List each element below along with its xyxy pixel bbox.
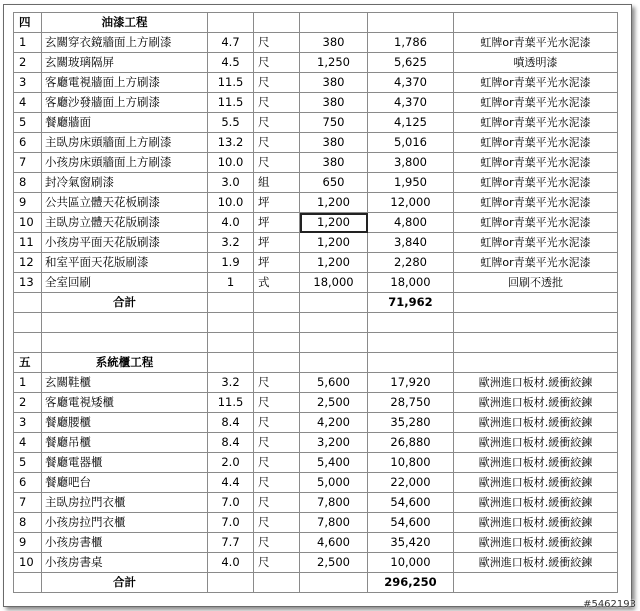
section-number[interactable]: 四 <box>14 13 42 33</box>
quantity-cell[interactable]: 7.7 <box>208 533 254 553</box>
amount-cell[interactable]: 10,800 <box>368 453 454 473</box>
table-row <box>14 153 618 173</box>
item-number-cell[interactable]: 10 <box>14 213 42 233</box>
note-cell[interactable]: 歐洲進口板材.緩衝絞鍊 <box>454 533 618 553</box>
item-number-cell[interactable]: 11 <box>14 233 42 253</box>
quantity-cell[interactable]: 11.5 <box>208 93 254 113</box>
table-row <box>14 493 618 513</box>
cell[interactable] <box>454 333 618 353</box>
amount-cell[interactable]: 3,800 <box>368 153 454 173</box>
item-name-cell[interactable]: 玄關鞋櫃 <box>42 373 208 393</box>
table-body <box>14 13 618 593</box>
note-cell[interactable]: 歐洲進口板材.緩衝絞鍊 <box>454 553 618 573</box>
item-number-cell[interactable]: 5 <box>14 113 42 133</box>
cell[interactable] <box>254 293 300 313</box>
amount-cell[interactable]: 1,950 <box>368 173 454 193</box>
table-row <box>14 373 618 393</box>
unit-price-cell[interactable]: 380 <box>300 133 368 153</box>
total-amount[interactable]: 71,962 <box>368 293 454 313</box>
unit-cell[interactable]: 尺 <box>254 73 300 93</box>
total-row <box>14 573 618 593</box>
quantity-cell[interactable]: 10.0 <box>208 153 254 173</box>
amount-cell[interactable]: 54,600 <box>368 513 454 533</box>
quantity-cell[interactable]: 1 <box>208 273 254 293</box>
cell[interactable] <box>208 313 254 333</box>
amount-cell[interactable]: 4,370 <box>368 73 454 93</box>
unit-price-cell[interactable]: 650 <box>300 173 368 193</box>
unit-price-cell[interactable]: 3,200 <box>300 433 368 453</box>
quantity-cell[interactable]: 11.5 <box>208 393 254 413</box>
blank-row <box>14 313 618 333</box>
quantity-cell[interactable]: 4.0 <box>208 213 254 233</box>
cell[interactable] <box>14 333 42 353</box>
unit-cell[interactable]: 坪 <box>254 233 300 253</box>
unit-price-cell[interactable]: 1,200 <box>300 253 368 273</box>
unit-cell[interactable]: 坪 <box>254 213 300 233</box>
item-number-cell[interactable]: 7 <box>14 493 42 513</box>
amount-cell[interactable]: 28,750 <box>368 393 454 413</box>
note-cell[interactable]: 歐洲進口板材.緩衝絞鍊 <box>454 393 618 413</box>
item-name-cell[interactable]: 餐廳牆面 <box>42 113 208 133</box>
cell[interactable] <box>254 13 300 33</box>
item-number-cell[interactable]: 1 <box>14 373 42 393</box>
unit-price-cell[interactable]: 7,800 <box>300 493 368 513</box>
blank-row <box>14 333 618 353</box>
note-cell[interactable]: 虹牌or青葉平光水泥漆 <box>454 133 618 153</box>
amount-cell[interactable]: 5,016 <box>368 133 454 153</box>
cell[interactable] <box>454 293 618 313</box>
unit-price-cell[interactable]: 380 <box>300 73 368 93</box>
unit-cell[interactable]: 尺 <box>254 373 300 393</box>
unit-price-cell[interactable]: 5,400 <box>300 453 368 473</box>
cell[interactable] <box>254 333 300 353</box>
unit-price-cell[interactable]: 1,200 <box>300 193 368 213</box>
table-row <box>14 133 618 153</box>
unit-cell[interactable]: 尺 <box>254 453 300 473</box>
table-row <box>14 533 618 553</box>
note-cell[interactable]: 虹牌or青葉平光水泥漆 <box>454 33 618 53</box>
unit-price-cell[interactable]: 4,200 <box>300 413 368 433</box>
unit-cell[interactable]: 尺 <box>254 433 300 453</box>
table-row <box>14 253 618 273</box>
quantity-cell[interactable]: 4.4 <box>208 473 254 493</box>
item-name-cell[interactable]: 主臥房立體天花版刷漆 <box>42 213 208 233</box>
item-number-cell[interactable]: 3 <box>14 413 42 433</box>
unit-cell[interactable]: 式 <box>254 273 300 293</box>
table-row <box>14 113 618 133</box>
note-cell[interactable]: 虹牌or青葉平光水泥漆 <box>454 233 618 253</box>
item-name-cell[interactable]: 餐廳電器櫃 <box>42 453 208 473</box>
unit-cell[interactable]: 尺 <box>254 113 300 133</box>
table-row <box>14 413 618 433</box>
total-label[interactable]: 合計 <box>42 293 208 313</box>
cell[interactable] <box>208 13 254 33</box>
unit-price-cell[interactable]: 1,200 <box>300 213 368 233</box>
cell[interactable] <box>300 313 368 333</box>
unit-cell[interactable]: 尺 <box>254 473 300 493</box>
item-number-cell[interactable]: 12 <box>14 253 42 273</box>
quantity-cell[interactable]: 5.5 <box>208 113 254 133</box>
cell[interactable] <box>14 293 42 313</box>
quantity-cell[interactable]: 3.0 <box>208 173 254 193</box>
table-row <box>14 73 618 93</box>
unit-cell[interactable]: 尺 <box>254 33 300 53</box>
item-number-cell[interactable]: 7 <box>14 153 42 173</box>
table-row <box>14 473 618 493</box>
cell[interactable] <box>42 333 208 353</box>
item-number-cell[interactable]: 2 <box>14 393 42 413</box>
note-cell[interactable]: 歐洲進口板材.緩衝絞鍊 <box>454 513 618 533</box>
unit-price-cell[interactable]: 380 <box>300 33 368 53</box>
image-id-watermark: #5462193 <box>583 599 636 610</box>
total-label[interactable]: 合計 <box>42 573 208 593</box>
quantity-cell[interactable]: 7.0 <box>208 513 254 533</box>
cell[interactable] <box>300 333 368 353</box>
amount-cell[interactable]: 12,000 <box>368 193 454 213</box>
section-header-row <box>14 353 618 373</box>
note-cell[interactable]: 虹牌or青葉平光水泥漆 <box>454 153 618 173</box>
unit-cell[interactable]: 尺 <box>254 153 300 173</box>
section-title[interactable]: 系統櫃工程 <box>42 353 208 373</box>
note-cell[interactable]: 虹牌or青葉平光水泥漆 <box>454 113 618 133</box>
item-name-cell[interactable]: 客廳電視矮櫃 <box>42 393 208 413</box>
cell[interactable] <box>300 353 368 373</box>
item-number-cell[interactable]: 6 <box>14 133 42 153</box>
total-row <box>14 293 618 313</box>
total-amount[interactable]: 296,250 <box>368 573 454 593</box>
unit-cell[interactable]: 尺 <box>254 513 300 533</box>
cell[interactable] <box>368 333 454 353</box>
amount-cell[interactable]: 35,280 <box>368 413 454 433</box>
amount-cell[interactable]: 5,625 <box>368 53 454 73</box>
table-row <box>14 53 618 73</box>
amount-cell[interactable]: 1,786 <box>368 33 454 53</box>
amount-cell[interactable]: 26,880 <box>368 433 454 453</box>
unit-price-cell[interactable]: 750 <box>300 113 368 133</box>
cell[interactable] <box>454 353 618 373</box>
note-cell[interactable]: 虹牌or青葉平光水泥漆 <box>454 93 618 113</box>
amount-cell[interactable]: 4,370 <box>368 93 454 113</box>
item-name-cell[interactable]: 小孩房書桌 <box>42 553 208 573</box>
quantity-cell[interactable]: 3.2 <box>208 233 254 253</box>
item-name-cell[interactable]: 客廳沙發牆面上方刷漆 <box>42 93 208 113</box>
unit-price-cell[interactable]: 5,600 <box>300 373 368 393</box>
quantity-cell[interactable]: 7.0 <box>208 493 254 513</box>
unit-price-cell[interactable]: 1,250 <box>300 53 368 73</box>
unit-cell[interactable]: 尺 <box>254 533 300 553</box>
amount-cell[interactable]: 4,125 <box>368 113 454 133</box>
note-cell[interactable]: 噴透明漆 <box>454 53 618 73</box>
table-row <box>14 173 618 193</box>
cell[interactable] <box>454 13 618 33</box>
cell[interactable] <box>208 573 254 593</box>
cell[interactable] <box>254 313 300 333</box>
item-name-cell[interactable]: 客廳電視牆面上方刷漆 <box>42 73 208 93</box>
table-row <box>14 393 618 413</box>
cell[interactable] <box>368 353 454 373</box>
item-number-cell[interactable]: 6 <box>14 473 42 493</box>
item-number-cell[interactable]: 8 <box>14 513 42 533</box>
table-row <box>14 273 618 293</box>
amount-cell[interactable]: 2,280 <box>368 253 454 273</box>
item-number-cell[interactable]: 10 <box>14 553 42 573</box>
table-row <box>14 433 618 453</box>
note-cell[interactable]: 回刷不透批 <box>454 273 618 293</box>
cell[interactable] <box>254 353 300 373</box>
quantity-cell[interactable]: 2.0 <box>208 453 254 473</box>
amount-cell[interactable]: 35,420 <box>368 533 454 553</box>
unit-price-cell[interactable]: 2,500 <box>300 553 368 573</box>
quote-table <box>13 12 618 593</box>
cell[interactable] <box>208 333 254 353</box>
item-name-cell[interactable]: 玄關穿衣鏡牆面上方刷漆 <box>42 33 208 53</box>
quantity-cell[interactable]: 3.2 <box>208 373 254 393</box>
item-number-cell[interactable]: 4 <box>14 433 42 453</box>
quantity-cell[interactable]: 4.0 <box>208 553 254 573</box>
unit-price-cell[interactable]: 4,600 <box>300 533 368 553</box>
note-cell[interactable]: 虹牌or青葉平光水泥漆 <box>454 253 618 273</box>
item-number-cell[interactable]: 9 <box>14 533 42 553</box>
unit-price-cell[interactable]: 18,000 <box>300 273 368 293</box>
note-cell[interactable]: 歐洲進口板材.緩衝絞鍊 <box>454 433 618 453</box>
quantity-cell[interactable]: 13.2 <box>208 133 254 153</box>
cell[interactable] <box>300 573 368 593</box>
unit-cell[interactable]: 尺 <box>254 413 300 433</box>
item-name-cell[interactable]: 餐廳吊櫃 <box>42 433 208 453</box>
unit-price-cell[interactable]: 380 <box>300 93 368 113</box>
item-name-cell[interactable]: 玄關玻璃隔屏 <box>42 53 208 73</box>
section-number[interactable]: 五 <box>14 353 42 373</box>
item-number-cell[interactable]: 9 <box>14 193 42 213</box>
item-name-cell[interactable]: 餐廳腰櫃 <box>42 413 208 433</box>
note-cell[interactable]: 虹牌or青葉平光水泥漆 <box>454 193 618 213</box>
table-row <box>14 513 618 533</box>
quantity-cell[interactable]: 1.9 <box>208 253 254 273</box>
note-cell[interactable]: 虹牌or青葉平光水泥漆 <box>454 213 618 233</box>
note-cell[interactable]: 歐洲進口板材.緩衝絞鍊 <box>454 493 618 513</box>
unit-cell[interactable]: 尺 <box>254 493 300 513</box>
item-name-cell[interactable]: 封冷氣窗刷漆 <box>42 173 208 193</box>
unit-cell[interactable]: 尺 <box>254 393 300 413</box>
amount-cell[interactable]: 3,840 <box>368 233 454 253</box>
unit-price-cell[interactable]: 1,200 <box>300 233 368 253</box>
unit-price-cell[interactable]: 7,800 <box>300 513 368 533</box>
cell[interactable] <box>454 573 618 593</box>
note-cell[interactable]: 虹牌or青葉平光水泥漆 <box>454 73 618 93</box>
item-number-cell[interactable]: 2 <box>14 53 42 73</box>
item-name-cell[interactable]: 全室回刷 <box>42 273 208 293</box>
item-number-cell[interactable]: 3 <box>14 73 42 93</box>
cell[interactable] <box>208 353 254 373</box>
item-number-cell[interactable]: 5 <box>14 453 42 473</box>
cell[interactable] <box>254 573 300 593</box>
note-cell[interactable]: 歐洲進口板材.緩衝絞鍊 <box>454 453 618 473</box>
quantity-cell[interactable]: 8.4 <box>208 413 254 433</box>
unit-cell[interactable]: 組 <box>254 173 300 193</box>
amount-cell[interactable]: 4,800 <box>368 213 454 233</box>
quantity-cell[interactable]: 8.4 <box>208 433 254 453</box>
quantity-cell[interactable]: 10.0 <box>208 193 254 213</box>
item-name-cell[interactable]: 小孩房書櫃 <box>42 533 208 553</box>
table-row <box>14 553 618 573</box>
amount-cell[interactable]: 17,920 <box>368 373 454 393</box>
unit-price-cell[interactable]: 380 <box>300 153 368 173</box>
item-name-cell[interactable]: 小孩房床頭牆面上方刷漆 <box>42 153 208 173</box>
table-row <box>14 93 618 113</box>
unit-cell[interactable]: 尺 <box>254 553 300 573</box>
unit-cell[interactable]: 坪 <box>254 193 300 213</box>
cell[interactable] <box>14 573 42 593</box>
amount-cell[interactable]: 10,000 <box>368 553 454 573</box>
item-name-cell[interactable]: 餐廳吧台 <box>42 473 208 493</box>
unit-cell[interactable]: 坪 <box>254 253 300 273</box>
item-number-cell[interactable]: 1 <box>14 33 42 53</box>
item-number-cell[interactable]: 8 <box>14 173 42 193</box>
amount-cell[interactable]: 18,000 <box>368 273 454 293</box>
item-name-cell[interactable]: 主臥房床頭牆面上方刷漆 <box>42 133 208 153</box>
cell[interactable] <box>368 13 454 33</box>
item-name-cell[interactable]: 小孩房平面天花版刷漆 <box>42 233 208 253</box>
quantity-cell[interactable]: 11.5 <box>208 73 254 93</box>
item-name-cell[interactable]: 小孩房拉門衣櫃 <box>42 513 208 533</box>
table-row <box>14 453 618 473</box>
cell[interactable] <box>300 13 368 33</box>
quantity-cell[interactable]: 4.7 <box>208 33 254 53</box>
item-name-cell[interactable]: 和室平面天花版刷漆 <box>42 253 208 273</box>
cell[interactable] <box>300 293 368 313</box>
item-name-cell[interactable]: 主臥房拉門衣櫃 <box>42 493 208 513</box>
section-header-row <box>14 13 618 33</box>
unit-price-cell[interactable]: 2,500 <box>300 393 368 413</box>
quantity-cell[interactable]: 4.5 <box>208 53 254 73</box>
note-cell[interactable]: 歐洲進口板材.緩衝絞鍊 <box>454 373 618 393</box>
cell[interactable] <box>42 313 208 333</box>
amount-cell[interactable]: 22,000 <box>368 473 454 493</box>
cell[interactable] <box>14 313 42 333</box>
table-row <box>14 33 618 53</box>
note-cell[interactable]: 歐洲進口板材.緩衝絞鍊 <box>454 473 618 493</box>
cell[interactable] <box>208 293 254 313</box>
unit-cell[interactable]: 尺 <box>254 133 300 153</box>
item-number-cell[interactable]: 4 <box>14 93 42 113</box>
unit-cell[interactable]: 尺 <box>254 53 300 73</box>
section-title[interactable]: 油漆工程 <box>42 13 208 33</box>
cell[interactable] <box>454 313 618 333</box>
amount-cell[interactable]: 54,600 <box>368 493 454 513</box>
note-cell[interactable]: 虹牌or青葉平光水泥漆 <box>454 173 618 193</box>
note-cell[interactable]: 歐洲進口板材.緩衝絞鍊 <box>454 413 618 433</box>
item-name-cell[interactable]: 公共區立體天花板刷漆 <box>42 193 208 213</box>
unit-cell[interactable]: 尺 <box>254 93 300 113</box>
unit-price-cell[interactable]: 5,000 <box>300 473 368 493</box>
cell[interactable] <box>368 313 454 333</box>
table-row <box>14 213 618 233</box>
table-row <box>14 233 618 253</box>
item-number-cell[interactable]: 13 <box>14 273 42 293</box>
sheet-card <box>3 4 632 607</box>
table-row <box>14 193 618 213</box>
